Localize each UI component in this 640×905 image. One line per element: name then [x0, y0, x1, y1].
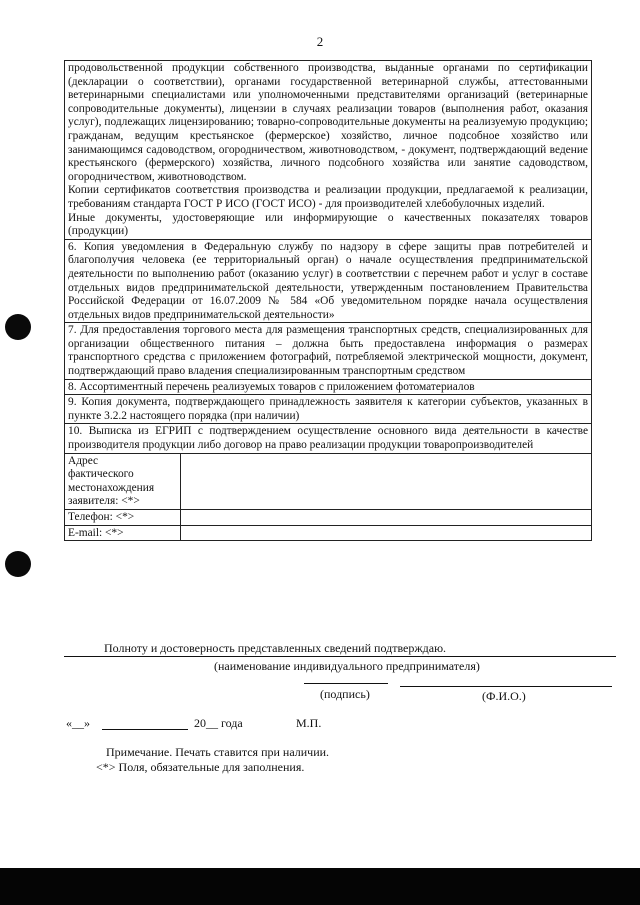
- table-row: [65, 510, 592, 526]
- date-year: 20__ года: [194, 716, 243, 730]
- required-note: <*> Поля, обязательные для заполнения.: [96, 760, 305, 774]
- item-6: 6. Копия уведомления в Федеральную службу по надзору в сфере защиты прав потребителей и благополучия человека (ее территориальный орган) о начале осуществления предпринимательской деятельности по выполнению работ (оказанию услуг) в соответствии с перечнем работ и услуг в составе отдельных видов предпринимательской деятельности, утвержденным постановлением Правительства Российской Федерации от 16.07.2009 № 584 «Об уведомительном порядке начала осуществления отдельных видов предпринимательской деятельности»: [65, 239, 592, 323]
- fio-line: [400, 686, 612, 687]
- item-8: 8. Ассортиментный перечень реализуемых товаров с приложением фотоматериалов: [65, 379, 592, 395]
- signature-line: [304, 683, 388, 684]
- table-row: [65, 525, 592, 541]
- phone-field[interactable]: [181, 510, 592, 526]
- binder-hole: [5, 314, 31, 340]
- signature-caption: (подпись): [320, 687, 370, 701]
- name-line: [64, 656, 616, 657]
- table-row: [65, 453, 592, 509]
- binder-hole: [5, 551, 31, 577]
- confirmation-text: Полноту и достоверность представленных сведений подтверждаю.: [104, 641, 447, 655]
- name-caption: (наименование индивидуального предпринимателя): [214, 659, 480, 673]
- email-field[interactable]: [181, 525, 592, 541]
- table-row: [65, 379, 592, 395]
- stamp-place: М.П.: [296, 716, 322, 730]
- paragraph: Копии сертификатов соответствия производства и реализации продукции, предлагаемой к реализации, требованиям стандарта ГОСТ Р ИСО (ГОСТ ИСО) - для производителей хлебобулочных изделий.: [68, 184, 588, 210]
- table-row: [65, 323, 592, 379]
- date-day: «__»: [66, 716, 90, 730]
- stamp-note: Примечание. Печать ставится при наличии.: [106, 745, 330, 759]
- date-month-line: [102, 729, 188, 730]
- table-row: [65, 239, 592, 323]
- address-label: Адрес фактического местонахождения заявителя: <*>: [65, 453, 181, 509]
- email-label: E-mail: <*>: [65, 525, 181, 541]
- paragraph: продовольственной продукции собственного производства, выданные органами по сертификации (декларации о соответствии), органами государственной ветеринарной службы, аттестованными ветеринарными специалистами или уполномоченными представителями организаций (ветеринарные сопроводительные документы), лицензии в случаях реализации товаров (выполнения работ, оказания услуг), подлежащих лицензированию; товарно-сопроводительные документы на реализуемую продукцию; гражданам, ведущим крестьянское (фермерское) хозяйство, личное подсобное хозяйство или занимающимся садоводством, огородничеством, животноводством, - документ, подтверждающий ведение крестьянского (фермерского) хозяйства, личного подсобного хозяйства или занятие садоводством, огородничеством, животноводством.: [68, 62, 588, 183]
- scan-edge: [0, 868, 640, 905]
- item-7: 7. Для предоставления торгового места для размещения транспортных средств, специализированных для организации общественного питания – должна быть предоставлена информация о размерах транспортного средства с приложением фотографий, потребляемой электрической мощности, документ, подтверждающий право владения специализированным транспортным средством: [65, 323, 592, 379]
- address-field[interactable]: [181, 453, 592, 509]
- item-9: 9. Копия документа, подтверждающего принадлежность заявителя к категории субъектов, указанных в пункте 3.2.2 настоящего порядка (при наличии): [65, 395, 592, 424]
- table-row: [65, 395, 592, 424]
- requirements-table: [64, 60, 592, 541]
- phone-label: Телефон: <*>: [65, 510, 181, 526]
- fio-caption: (Ф.И.О.): [482, 689, 526, 703]
- paragraph: Иные документы, удостоверяющие или информирующие о качественных показателях товаров (продукции): [68, 211, 588, 238]
- table-row: [65, 424, 592, 453]
- table-row: [65, 61, 592, 240]
- page-number: 2: [316, 34, 324, 49]
- documents-cell: [65, 61, 592, 240]
- item-10: 10. Выписка из ЕГРИП с подтверждением осуществление основного вида деятельности в качестве производителя продукции либо договор на право реализации продукции товаропроизводителей: [65, 424, 592, 453]
